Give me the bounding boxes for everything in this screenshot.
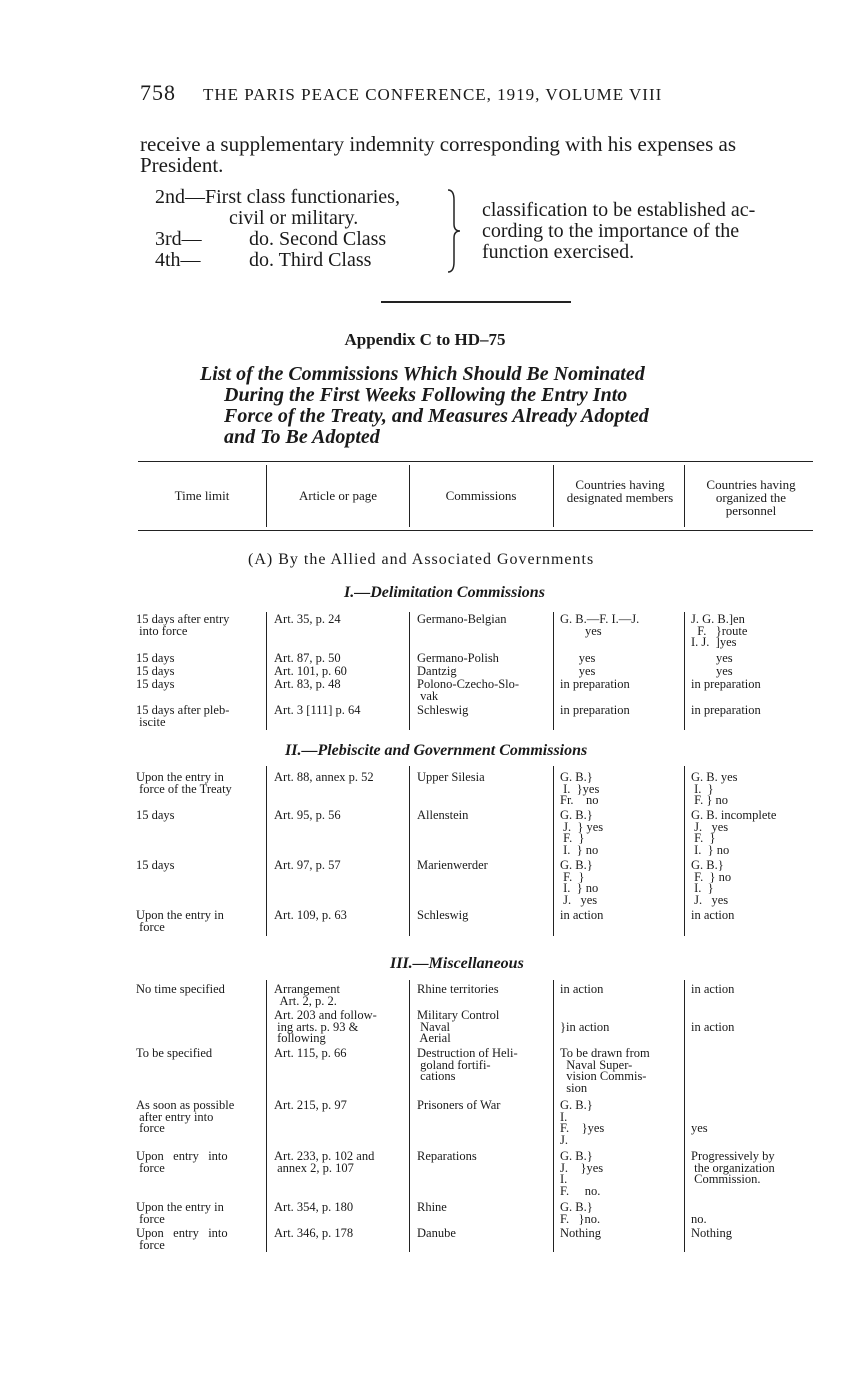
table-cell-commission: Dantzig — [417, 664, 457, 678]
table-cell-article: Art. 233, p. 102 and annex 2, p. 107 — [274, 1149, 375, 1175]
table-cell-designated: G. B.} F. }no. — [560, 1200, 601, 1226]
group-title: I.—Delimitation Commissions — [344, 584, 545, 601]
column-divider — [553, 612, 554, 730]
table-cell-organized: in action — [691, 908, 735, 922]
table-cell-article: Art. 115, p. 66 — [274, 1046, 347, 1060]
table-cell-article: Art. 346, p. 178 — [274, 1226, 354, 1240]
column-header: Article or page — [299, 488, 377, 503]
table-cell-designated: in preparation — [560, 703, 630, 717]
table-cell-organized: G. B. yes I. } F. } no — [691, 770, 738, 807]
column-header: Countries having organized the personnel — [706, 477, 796, 518]
table-cell-organized: Nothing — [691, 1226, 732, 1240]
table-cell-designated: G. B.} I. F. }yes J. — [560, 1098, 605, 1147]
appendix-heading: Appendix C to HD–75 — [344, 330, 506, 349]
column-divider — [409, 465, 410, 527]
table-cell-designated: in action — [560, 982, 604, 996]
running-header — [140, 80, 662, 106]
table-cell-commission: Germano-Belgian — [417, 612, 507, 626]
column-divider — [553, 766, 554, 936]
table-cell-designated: G. B.} J. }yes I. F. no. — [560, 1149, 604, 1198]
table-cell-article: Art. 88, annex p. 52 — [274, 770, 374, 784]
column-header: Commissions — [445, 488, 517, 503]
table-cell-designated: yes — [560, 664, 596, 678]
column-divider — [409, 980, 410, 1252]
table-cell-organized: in preparation — [691, 703, 761, 717]
table-cell-commission: Rhine — [417, 1200, 447, 1214]
table-cell-commission: Military Control Naval Aerial — [417, 1008, 500, 1045]
table-cell-commission: Marienwerder — [417, 858, 488, 872]
table-cell-designated: G. B.} F. } I. } no J. yes — [560, 858, 599, 907]
table-cell-time: Upon entry into force — [136, 1226, 228, 1252]
column-divider — [409, 612, 410, 730]
table-cell-article: Art. 87, p. 50 — [274, 651, 341, 665]
table-cell-time: Upon the entry in force — [136, 1200, 224, 1226]
column-divider — [409, 766, 410, 936]
running-title: THE PARIS PEACE CONFERENCE, 1919, VOLUME VIII — [202, 85, 663, 104]
column-divider — [266, 612, 267, 730]
column-divider — [684, 612, 685, 730]
table-cell-time: 15 days — [136, 808, 175, 822]
table-cell-designated: G. B.} I. }yes Fr. no — [560, 770, 600, 807]
column-header: Countries having designated members — [566, 477, 674, 505]
table-cell-organized: J. G. B.]en F. }route I. J. ]yes — [691, 612, 748, 649]
table-cell-article: Art. 101, p. 60 — [274, 664, 347, 678]
column-divider — [684, 766, 685, 936]
class-item: civil or military. — [229, 207, 359, 229]
table-cell-time: 15 days — [136, 651, 175, 665]
column-divider — [684, 980, 685, 1252]
title-line: During the First Weeks Following the Entry Into — [224, 384, 628, 406]
table-cell-organized: in action — [691, 982, 735, 996]
table-cell-time: Upon the entry in force — [136, 908, 224, 934]
table-cell-time: Upon the entry in force of the Treaty — [136, 770, 232, 796]
column-divider — [266, 465, 267, 527]
table-cell-article: Art. 95, p. 56 — [274, 808, 341, 822]
class-list — [155, 187, 400, 271]
table-cell-designated: Nothing — [560, 1226, 601, 1240]
column-divider — [553, 980, 554, 1252]
table-header-rule — [138, 530, 813, 531]
table-cell-commission: Polono-Czecho-Slo- vak — [417, 677, 520, 703]
table-cell-time: 15 days — [136, 664, 175, 678]
table-cell-commission: Destruction of Heli- goland fortifi- cations — [417, 1046, 518, 1083]
table-cell-commission: Germano-Polish — [417, 651, 499, 665]
table-cell-article: Art. 3 [111] p. 64 — [274, 703, 361, 717]
title-line: List of the Commissions Which Should Be Nominated — [200, 363, 645, 385]
class-item: 3rd— do. Second Class — [155, 228, 387, 250]
column-divider — [553, 465, 554, 527]
table-cell-organized: yes — [691, 651, 733, 665]
table-cell-article: Art. 97, p. 57 — [274, 858, 341, 872]
table-cell-article: Art. 35, p. 24 — [274, 612, 341, 626]
table-cell-time: 15 days — [136, 858, 175, 872]
table-cell-article: Art. 83, p. 48 — [274, 677, 341, 691]
table-cell-commission: Prisoners of War — [417, 1098, 501, 1112]
table-cell-organized: no. — [691, 1211, 707, 1226]
intro-paragraph: receive a supplementary indemnity corresponding with his expenses as President. — [140, 132, 736, 177]
table-cell-commission: Rhine territories — [417, 982, 499, 996]
title-line: and To Be Adopted — [224, 426, 380, 448]
table-cell-designated: G. B.—F. I.—J. yes — [560, 612, 640, 638]
class-item: 2nd—First class functionaries, — [155, 186, 400, 208]
table-cell-time: No time specified — [136, 982, 225, 996]
table-cell-time: Upon entry into force — [136, 1149, 228, 1175]
table-cell-time: 15 days after entry into force — [136, 612, 230, 638]
table-cell-time: To be specified — [136, 1046, 213, 1060]
table-cell-article: Art. 354, p. 180 — [274, 1200, 354, 1214]
table-cell-commission: Schleswig — [417, 908, 469, 922]
table-cell-designated: To be drawn from Naval Super- vision Commis- sion — [560, 1046, 650, 1095]
class-item: 4th— do. Third Class — [155, 249, 372, 271]
column-divider — [266, 980, 267, 1252]
section-divider — [381, 301, 571, 303]
table-cell-time: 15 days — [136, 677, 175, 691]
table-cell-designated: }in action — [560, 1019, 610, 1034]
table-cell-organized: in action — [691, 1019, 735, 1034]
title-line: Force of the Treaty, and Measures Already Adopted — [224, 405, 649, 427]
table-cell-organized: in preparation — [691, 677, 761, 691]
table-cell-organized: G. B. incomplete J. yes F. } I. } no — [691, 808, 777, 857]
table-cell-organized: yes — [691, 1121, 708, 1135]
group-title: III.—Miscellaneous — [390, 955, 524, 972]
table-cell-commission: Danube — [417, 1226, 456, 1240]
table-cell-commission: Upper Silesia — [417, 770, 485, 784]
table-cell-time: As soon as possible after entry into force — [136, 1098, 235, 1135]
table-cell-commission: Schleswig — [417, 703, 469, 717]
table-cell-article: Art. 109, p. 63 — [274, 908, 347, 922]
table-cell-article: Art. 215, p. 97 — [274, 1098, 347, 1112]
table-cell-designated: in preparation — [560, 677, 630, 691]
column-divider — [684, 465, 685, 527]
table-cell-article: Art. 203 and follow- ing arts. p. 93 & following — [274, 1008, 377, 1045]
column-divider — [266, 766, 267, 936]
table-cell-commission: Allenstein — [417, 808, 469, 822]
table-cell-designated: in action — [560, 908, 604, 922]
group-title: II.—Plebiscite and Government Commissions — [285, 742, 588, 759]
table-cell-designated: G. B.} J. } yes F. } I. } no — [560, 808, 604, 857]
page-number: 758 — [140, 80, 176, 105]
table-cell-commission: Reparations — [417, 1149, 477, 1163]
table-top-rule — [138, 461, 813, 462]
brace-icon — [446, 188, 462, 274]
table-cell-organized: Progressively by the organization Commission. — [691, 1149, 775, 1186]
table-cell-designated: yes — [560, 651, 596, 665]
table-cell-time: 15 days after pleb- iscite — [136, 703, 230, 729]
column-header: Time limit — [174, 488, 230, 503]
table-cell-article: Arrangement Art. 2, p. 2. — [274, 982, 340, 1008]
class-note: classification to be established ac- cording to the importance of the function exercised. — [482, 199, 756, 263]
section-heading: (A) By the Allied and Associated Governments — [248, 551, 595, 568]
table-cell-organized: yes — [691, 664, 733, 678]
table-cell-organized: G. B.} F. } no I. } J. yes — [691, 858, 732, 907]
